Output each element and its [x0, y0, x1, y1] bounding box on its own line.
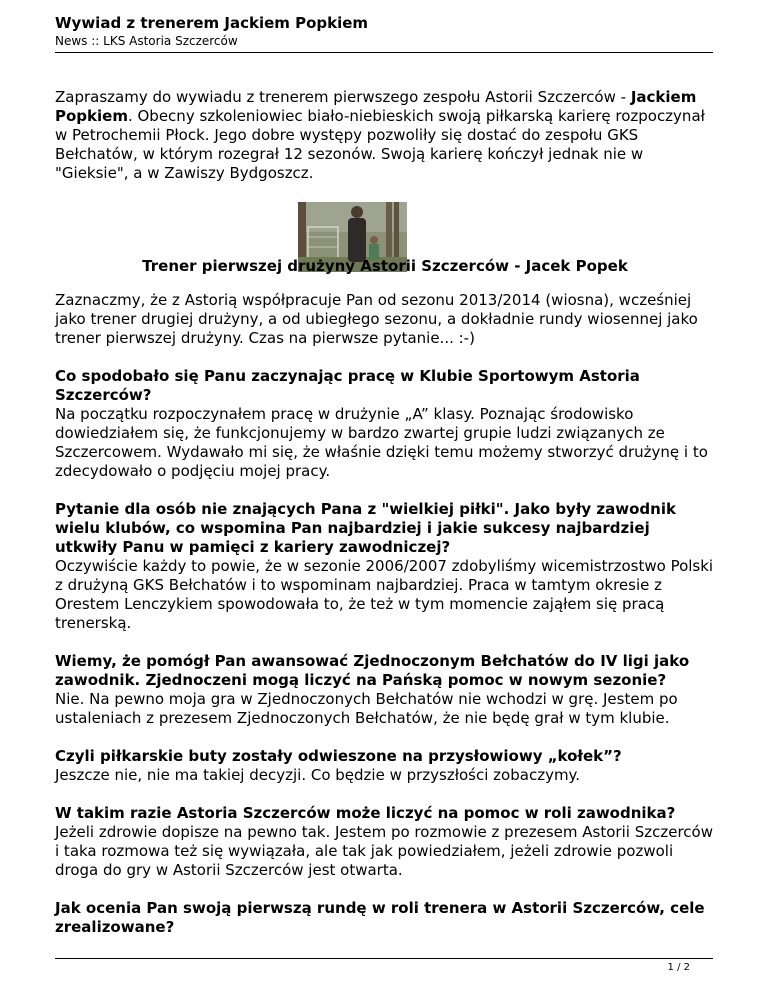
qa-item	[55, 804, 715, 880]
photo-figure	[55, 183, 715, 291]
qa-item	[55, 367, 715, 481]
question: Jak ocenia Pan swoją pierwszą rundę w roli trenera w Astorii Szczerców, cele zrealizowane?	[55, 899, 705, 936]
intro-text-end: . Obecny szkoleniowiec biało-niebieskich swoją piłkarską karierę rozpoczynał w Petrochemii Płock. Jego dobre występy pozwoliły się dostać do zespołu GKS Bełchatów, w którym rozegrał 12 sezonów. Swoją karierę kończył jednak nie w "Gieksie", a w Zawiszy Bydgoszcz.	[55, 107, 705, 182]
header-divider	[55, 52, 713, 53]
document-subtitle: News :: LKS Astoria Szczerców	[55, 34, 238, 48]
qa-item	[55, 899, 715, 937]
question: W takim razie Astoria Szczerców może liczyć na pomoc w roli zawodnika?	[55, 804, 676, 822]
qa-item	[55, 652, 715, 728]
photo-caption: Trener pierwszej drużyny Astorii Szczerców - Jacek Popek	[142, 257, 628, 275]
intro-paragraph	[55, 88, 715, 183]
answer: Oczywiście każdy to powie, że w sezonie 2006/2007 zdobyliśmy wicemistrzostwo Polski z drużyną GKS Bełchatów i to wspominam najbardziej. Praca w tamtym okresie z Orestem Lenczykiem spowodowała to, że też w tym momencie zająłem się pracą trenerską.	[55, 557, 714, 632]
answer: Jeżeli zdrowie dopisze na pewno tak. Jestem po rozmowie z prezesem Astorii Szczerców i taka rozmowa też się wywiązała, ale tak jak powiedziałem, jeżeli zdrowie pozwoli droga do gry w Astorii Szczerców jest otwarta.	[55, 823, 713, 879]
question: Czyli piłkarskie buty zostały odwieszone na przysłowiowy „kołek”?	[55, 747, 622, 765]
answer: Na początku rozpoczynałem pracę w drużynie „A” klasy. Poznając środowisko dowiedziałem się, że funkcjonujemy w bardzo zwartej grupie ludzi związanych ze Szczercowem. Wydawało mi się, że właśnie dzięki temu możemy stworzyć drużynę i to zdecydowało o podjęciu mojej pracy.	[55, 405, 708, 480]
question: Wiemy, że pomógł Pan awansować Zjednoczonym Bełchatów do IV ligi jako zawodnik. Zjednoczeni mogą liczyć na Pańską pomoc w nowym sezonie?	[55, 652, 690, 689]
article-body	[55, 88, 715, 937]
question: Co spodobało się Panu zaczynając pracę w Klubie Sportowym Astoria Szczerców?	[55, 367, 640, 404]
footer-divider	[55, 958, 713, 959]
qa-item	[55, 500, 715, 633]
page-number: 1 / 2	[667, 962, 690, 973]
answer: Nie. Na pewno moja gra w Zjednoczonych Bełchatów nie wchodzi w grę. Jestem po ustaleniach z prezesem Zjednoczonych Bełchatów, że nie będę grał w tym klubie.	[55, 690, 678, 727]
question: Pytanie dla osób nie znających Pana z "wielkiej piłki". Jako były zawodnik wielu klubów, co wspomina Pan najbardziej i jakie sukcesy najbardziej utkwiły Panu w pamięci z kariery zawodniczej?	[55, 500, 676, 556]
intro-text-start: Zapraszamy do wywiadu z trenerem pierwszego zespołu Astorii Szczerców -	[55, 88, 631, 106]
lead-paragraph: Zaznaczmy, że z Astorią współpracuje Pan od sezonu 2013/2014 (wiosna), wcześniej jako trener drugiej drużyny, a od ubiegłego sezonu, a dokładnie rundy wiosennej jako trener pierwszej drużyny. Czas na pierwsze pytanie... :-)	[55, 291, 698, 347]
document-title: Wywiad z trenerem Jackiem Popkiem	[55, 14, 369, 32]
answer: Jeszcze nie, nie ma takiej decyzji. Co będzie w przyszłości zobaczymy.	[55, 766, 581, 784]
intro-text-bold: Jackiem Popkiem	[55, 88, 697, 125]
page-header	[55, 14, 713, 49]
qa-item	[55, 747, 715, 785]
